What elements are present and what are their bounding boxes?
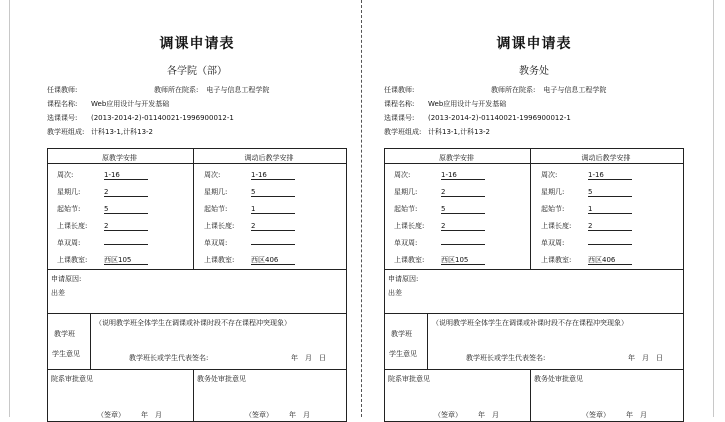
orig-parity-row: 单双周: <box>394 238 485 248</box>
office-review: 教务处审批意见 <box>197 375 246 383</box>
reason-label: 申请原因: <box>51 275 82 283</box>
adj-parity <box>251 244 295 245</box>
student-sign: 教学班长或学生代表签名: <box>466 354 546 362</box>
adj-length: 2 <box>251 223 295 231</box>
table-line <box>385 269 683 270</box>
adj-room: 西区406 <box>251 257 295 265</box>
course-label: 课程名称: <box>384 100 415 108</box>
orig-room: 西区105 <box>104 257 148 265</box>
college-date: 年 月 <box>478 411 499 419</box>
page-border-left <box>9 0 10 417</box>
adj-start: 1 <box>588 206 632 214</box>
class-label: 教学班组成: <box>47 128 85 136</box>
table-line <box>48 313 346 314</box>
adj-parity-row: 单双周: <box>204 238 295 248</box>
orig-day: 2 <box>441 189 485 197</box>
class-label: 教学班组成: <box>384 128 422 136</box>
form-title: 调课申请表 <box>496 36 572 52</box>
sign-date: 年 月 日 <box>291 354 326 362</box>
reason-text: 出差 <box>51 289 65 297</box>
code-row <box>384 113 571 123</box>
course-label: 课程名称: <box>47 100 78 108</box>
student-sign: 教学班长或学生代表签名: <box>129 354 209 362</box>
adj-length: 2 <box>588 223 632 231</box>
orig-week-row: 周次: 1-16 <box>394 170 485 180</box>
orig-length-row: 上课长度: 2 <box>57 221 148 231</box>
college-seal: （签章） <box>97 411 125 419</box>
page-border-right <box>713 0 714 417</box>
adj-room: 西区406 <box>588 257 632 265</box>
reason-text: 出差 <box>388 289 402 297</box>
adjust-form-1 <box>47 0 347 417</box>
adj-parity-row: 单双周: <box>541 238 632 248</box>
code-label: 选课课号: <box>384 114 415 122</box>
table-line <box>530 369 531 421</box>
code-row <box>47 113 234 123</box>
table-line <box>48 369 346 370</box>
teacher-label: 任课教师: <box>47 86 78 94</box>
table-line <box>48 269 346 270</box>
table-line <box>385 313 683 314</box>
dept-value: 电子与信息工程学院 <box>543 86 607 94</box>
course-row <box>47 99 169 109</box>
orig-start-row: 起始节: 5 <box>57 204 148 214</box>
sign-date: 年 月 日 <box>628 354 663 362</box>
teacher-label: 任课教师: <box>384 86 415 94</box>
table-line <box>385 369 683 370</box>
table-line <box>193 149 194 269</box>
student-note: （说明教学班全体学生在调课或补课时段不存在课程冲突现象） <box>432 319 628 327</box>
course-row <box>384 99 506 109</box>
form-title: 调课申请表 <box>159 36 235 52</box>
orig-week: 1-16 <box>441 172 485 180</box>
student-label-1: 教学班 <box>54 330 75 338</box>
student-label-2: 学生意见 <box>389 350 417 358</box>
orig-parity-row: 单双周: <box>57 238 148 248</box>
orig-room: 西区105 <box>441 257 485 265</box>
orig-room-row: 上课教室: 西区105 <box>57 255 148 265</box>
original-header: 原教学安排 <box>439 154 474 162</box>
class-row <box>384 127 490 137</box>
college-seal: （签章） <box>434 411 462 419</box>
orig-week: 1-16 <box>104 172 148 180</box>
orig-day-row: 星期几: 2 <box>57 187 148 197</box>
adj-start: 1 <box>251 206 295 214</box>
adj-day: 5 <box>588 189 632 197</box>
college-review: 院系审批意见 <box>388 375 430 383</box>
adj-day-row: 星期几: 5 <box>541 187 632 197</box>
class-value: 计科13-1,计科13-2 <box>91 128 153 136</box>
dept-label: 教师所在院系: <box>154 86 199 94</box>
office-seal: （签章） <box>582 411 610 419</box>
college-date: 年 月 <box>141 411 162 419</box>
class-value: 计科13-1,计科13-2 <box>428 128 490 136</box>
adj-week: 1-16 <box>251 172 295 180</box>
form-subtitle: 各学院（部） <box>167 66 227 77</box>
orig-parity <box>441 244 485 245</box>
class-row <box>47 127 153 137</box>
reason-label: 申请原因: <box>388 275 419 283</box>
adj-day: 5 <box>251 189 295 197</box>
table-line <box>530 149 531 269</box>
orig-length: 2 <box>441 223 485 231</box>
course-value: Web应用设计与开发基础 <box>428 100 507 108</box>
table-line <box>385 163 683 164</box>
dept-value: 电子与信息工程学院 <box>206 86 270 94</box>
orig-start-row: 起始节: 5 <box>394 204 485 214</box>
orig-day: 2 <box>104 189 148 197</box>
student-note: （说明教学班全体学生在调课或补课时段不存在课程冲突现象） <box>95 319 291 327</box>
college-review: 院系审批意见 <box>51 375 93 383</box>
orig-day-row: 星期几: 2 <box>394 187 485 197</box>
orig-room-row: 上课教室: 西区105 <box>394 255 485 265</box>
table-line <box>427 313 428 369</box>
adj-room-row: 上课教室: 西区406 <box>204 255 295 265</box>
orig-start: 5 <box>104 206 148 214</box>
adj-week: 1-16 <box>588 172 632 180</box>
orig-start: 5 <box>441 206 485 214</box>
office-date: 年 月 <box>626 411 647 419</box>
student-label-2: 学生意见 <box>52 350 80 358</box>
form-subtitle: 教务处 <box>519 66 549 77</box>
course-value: Web应用设计与开发基础 <box>91 100 170 108</box>
table-line <box>90 313 91 369</box>
orig-parity <box>104 244 148 245</box>
table-line <box>193 369 194 421</box>
adj-week-row: 周次: 1-16 <box>541 170 632 180</box>
original-header: 原教学安排 <box>102 154 137 162</box>
orig-week-row: 周次: 1-16 <box>57 170 148 180</box>
adj-parity <box>588 244 632 245</box>
orig-length-row: 上课长度: 2 <box>394 221 485 231</box>
dept-label: 教师所在院系: <box>491 86 536 94</box>
orig-length: 2 <box>104 223 148 231</box>
adjusted-header: 调动后教学安排 <box>244 154 294 162</box>
adjust-form-2 <box>384 0 684 417</box>
adj-week-row: 周次: 1-16 <box>204 170 295 180</box>
office-date: 年 月 <box>289 411 310 419</box>
office-review: 教务处审批意见 <box>534 375 583 383</box>
code-value: (2013-2014-2)-01140021-1996900012-1 <box>428 114 571 122</box>
adj-day-row: 星期几: 5 <box>204 187 295 197</box>
code-value: (2013-2014-2)-01140021-1996900012-1 <box>91 114 234 122</box>
adj-length-row: 上课长度: 2 <box>541 221 632 231</box>
table-line <box>48 163 346 164</box>
teacher-row <box>384 85 606 95</box>
adj-room-row: 上课教室: 西区406 <box>541 255 632 265</box>
student-label-1: 教学班 <box>391 330 412 338</box>
adjusted-header: 调动后教学安排 <box>581 154 631 162</box>
adj-length-row: 上课长度: 2 <box>204 221 295 231</box>
adj-start-row: 起始节: 1 <box>541 204 632 214</box>
teacher-row <box>47 85 269 95</box>
cut-line <box>361 0 362 417</box>
code-label: 选课课号: <box>47 114 78 122</box>
adj-start-row: 起始节: 1 <box>204 204 295 214</box>
office-seal: （签章） <box>245 411 273 419</box>
